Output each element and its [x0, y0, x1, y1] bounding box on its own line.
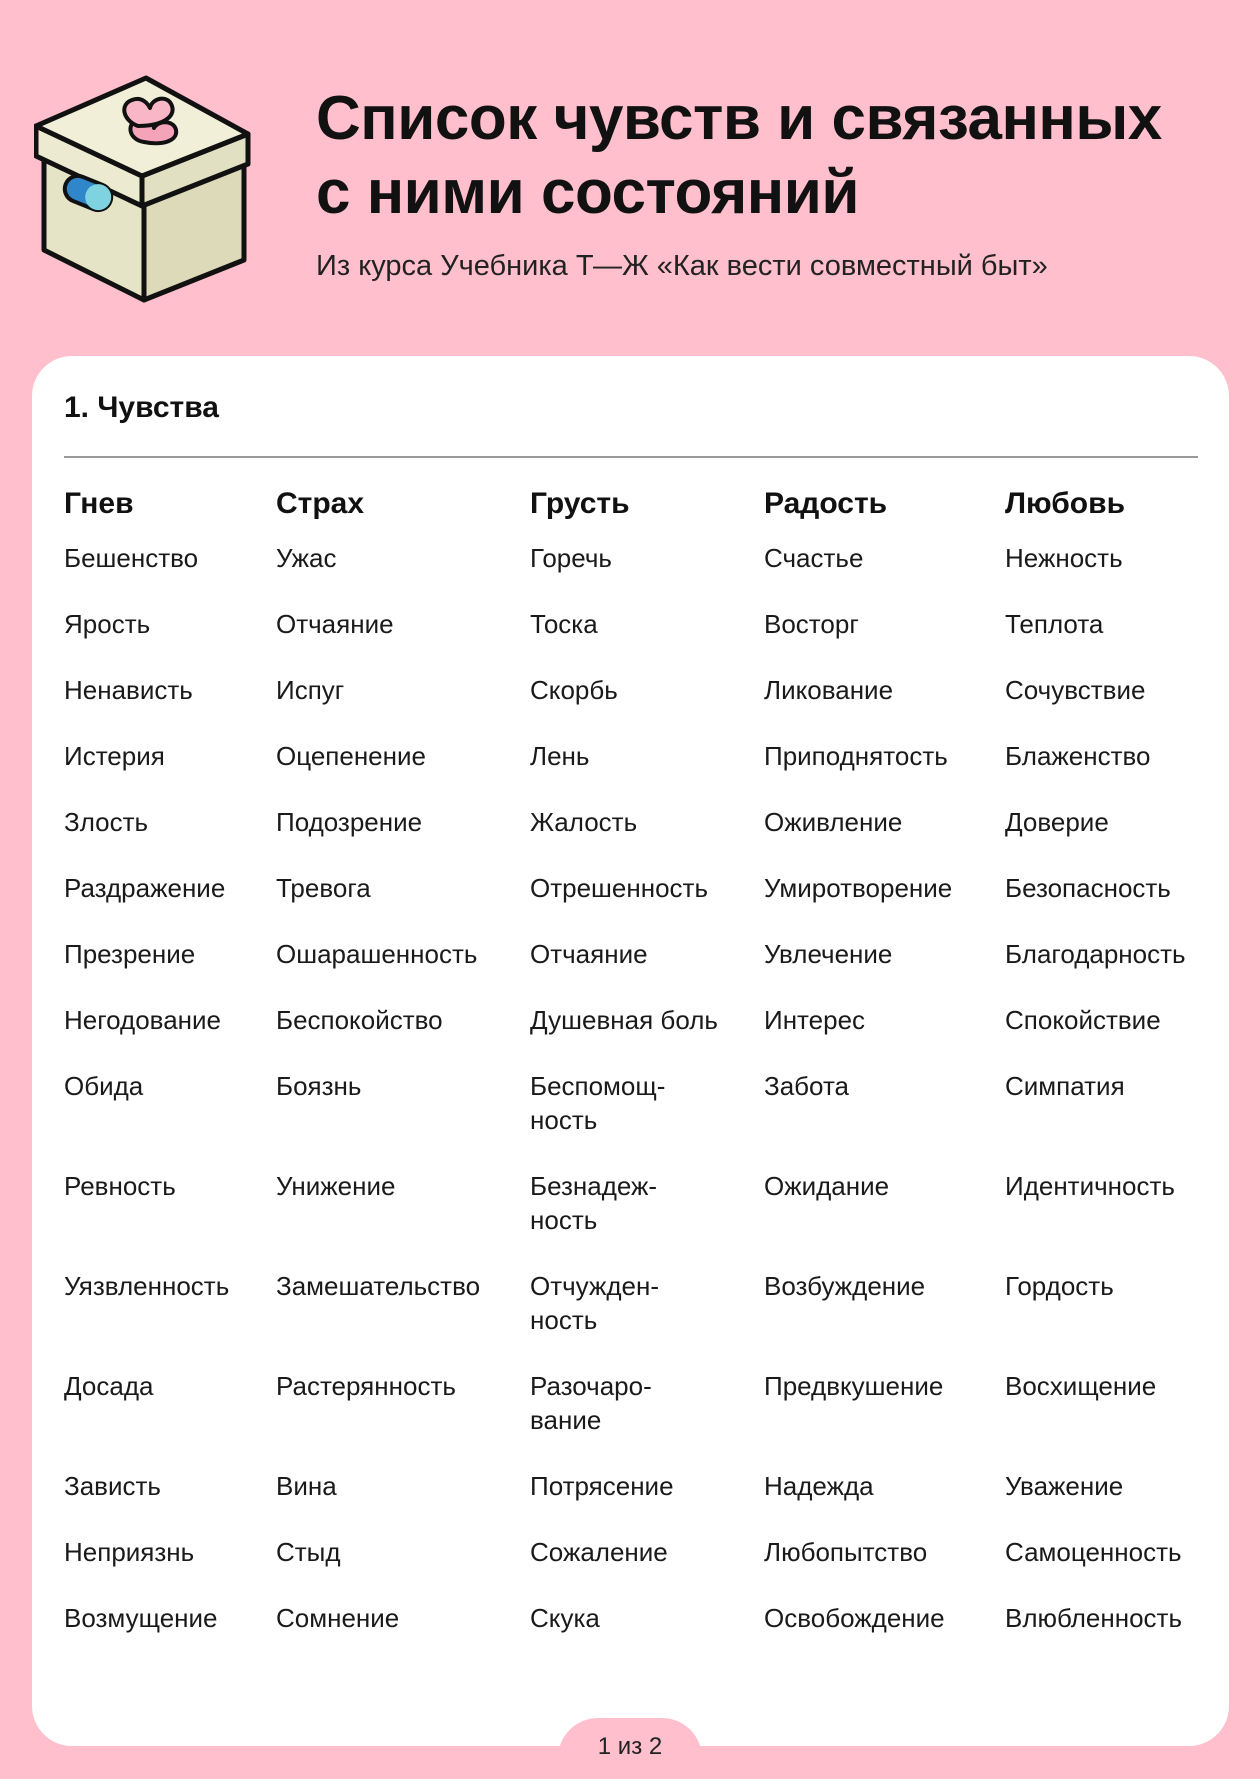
list-item: Скука	[530, 1603, 600, 1633]
list-item: Жалость	[530, 807, 638, 837]
column-heading: Гнев	[64, 487, 134, 520]
list-item: Восхищение	[1005, 1371, 1157, 1401]
list-item: Ненависть	[64, 675, 193, 705]
list-item: Уязвленность	[64, 1271, 230, 1301]
column-sadness	[530, 484, 730, 1667]
list-item: Нежность	[1005, 543, 1123, 573]
list-item: Доверие	[1005, 807, 1109, 837]
list-item: Стыд	[276, 1537, 341, 1567]
list-item: Уважение	[1005, 1471, 1124, 1501]
list-item: Счастье	[764, 543, 864, 573]
list-item: Ревность	[64, 1171, 176, 1201]
feelings-card	[32, 356, 1229, 1746]
list-item: Гордость	[1005, 1271, 1114, 1301]
list-item: Блаженство	[1005, 741, 1151, 771]
list-item: Умиротворение	[764, 873, 953, 903]
list-item: Возмущение	[64, 1603, 218, 1633]
list-item: Беспокойство	[276, 1005, 443, 1035]
list-item: Отчаяние	[276, 609, 394, 639]
list-item: Сомнение	[276, 1603, 400, 1633]
list-item: Сожаление	[530, 1537, 668, 1567]
list-item: Горечь	[530, 543, 612, 573]
page-subtitle: Из курса Учебника Т—Ж «Как вести совместный быт»	[316, 250, 1048, 282]
section-divider	[64, 456, 1198, 458]
list-item: Лень	[530, 741, 590, 771]
list-item: Бешенство	[64, 543, 199, 573]
list-item: Оживление	[764, 807, 903, 837]
list-item: Приподнятость	[764, 741, 948, 771]
column-joy	[764, 484, 984, 1667]
list-item: Возбуждение	[764, 1271, 926, 1301]
list-item: Ужас	[276, 543, 337, 573]
list-item: Тревога	[276, 873, 371, 903]
list-item: Освобождение	[764, 1603, 945, 1633]
list-item: Зависть	[64, 1471, 161, 1501]
column-anger	[64, 484, 244, 1667]
list-item: Истерия	[64, 741, 165, 771]
list-item: Подозрение	[276, 807, 423, 837]
list-item: Оцепенение	[276, 741, 426, 771]
list-item: Теплота	[1005, 609, 1104, 639]
list-item: Неприязнь	[64, 1537, 195, 1567]
column-love	[1005, 484, 1220, 1667]
list-item: Беспомощ- ность	[530, 1071, 666, 1135]
column-heading: Страх	[276, 487, 365, 520]
column-heading: Любовь	[1005, 487, 1126, 520]
list-item: Благодарность	[1005, 939, 1186, 969]
list-item: Самоценность	[1005, 1537, 1182, 1567]
list-item: Увлечение	[764, 939, 893, 969]
column-fear	[276, 484, 496, 1667]
list-item: Спокойствие	[1005, 1005, 1161, 1035]
list-item: Надежда	[764, 1471, 874, 1501]
list-item: Ярость	[64, 609, 151, 639]
list-item: Скорбь	[530, 675, 618, 705]
column-heading: Грусть	[530, 487, 630, 520]
list-item: Влюбленность	[1005, 1603, 1182, 1633]
list-item: Злость	[64, 807, 149, 837]
list-item: Разочаро- вание	[530, 1371, 652, 1435]
list-item: Интерес	[764, 1005, 866, 1035]
list-item: Забота	[764, 1071, 850, 1101]
list-item: Сочувствие	[1005, 675, 1146, 705]
list-item: Безопасность	[1005, 873, 1171, 903]
list-item: Отчаяние	[530, 939, 648, 969]
list-item: Душевная боль	[530, 1005, 718, 1035]
list-item: Любопытство	[764, 1537, 928, 1567]
list-item: Ликование	[764, 675, 894, 705]
list-item: Вина	[276, 1471, 337, 1501]
list-item: Восторг	[764, 609, 859, 639]
list-item: Досада	[64, 1371, 154, 1401]
list-item: Боязнь	[276, 1071, 362, 1101]
section-title: 1. Чувства	[64, 391, 219, 424]
list-item: Отчужден- ность	[530, 1271, 660, 1335]
list-item: Раздражение	[64, 873, 226, 903]
list-item: Испуг	[276, 675, 345, 705]
list-item: Ожидание	[764, 1171, 890, 1201]
list-item: Тоска	[530, 609, 598, 639]
list-item: Идентичность	[1005, 1171, 1175, 1201]
list-item: Отрешенность	[530, 873, 709, 903]
list-item: Растерянность	[276, 1371, 456, 1401]
list-item: Симпатия	[1005, 1071, 1125, 1101]
list-item: Предвкушение	[764, 1371, 944, 1401]
list-item: Обида	[64, 1071, 144, 1101]
list-item: Безнадеж- ность	[530, 1171, 658, 1235]
list-item: Замешательство	[276, 1271, 481, 1301]
list-item: Негодование	[64, 1005, 221, 1035]
page-indicator: 1 из 2	[558, 1718, 702, 1779]
list-item: Унижение	[276, 1171, 396, 1201]
gift-box-with-hearts-icon	[34, 68, 286, 308]
list-item: Презрение	[64, 939, 196, 969]
list-item: Потрясение	[530, 1471, 674, 1501]
title-line-1: Список чувств и связанных	[316, 84, 1162, 153]
title-line-2: с ними состояний	[316, 158, 859, 227]
list-item: Ошарашенность	[276, 939, 478, 969]
column-heading: Радость	[764, 487, 888, 520]
page-title	[316, 82, 1162, 230]
